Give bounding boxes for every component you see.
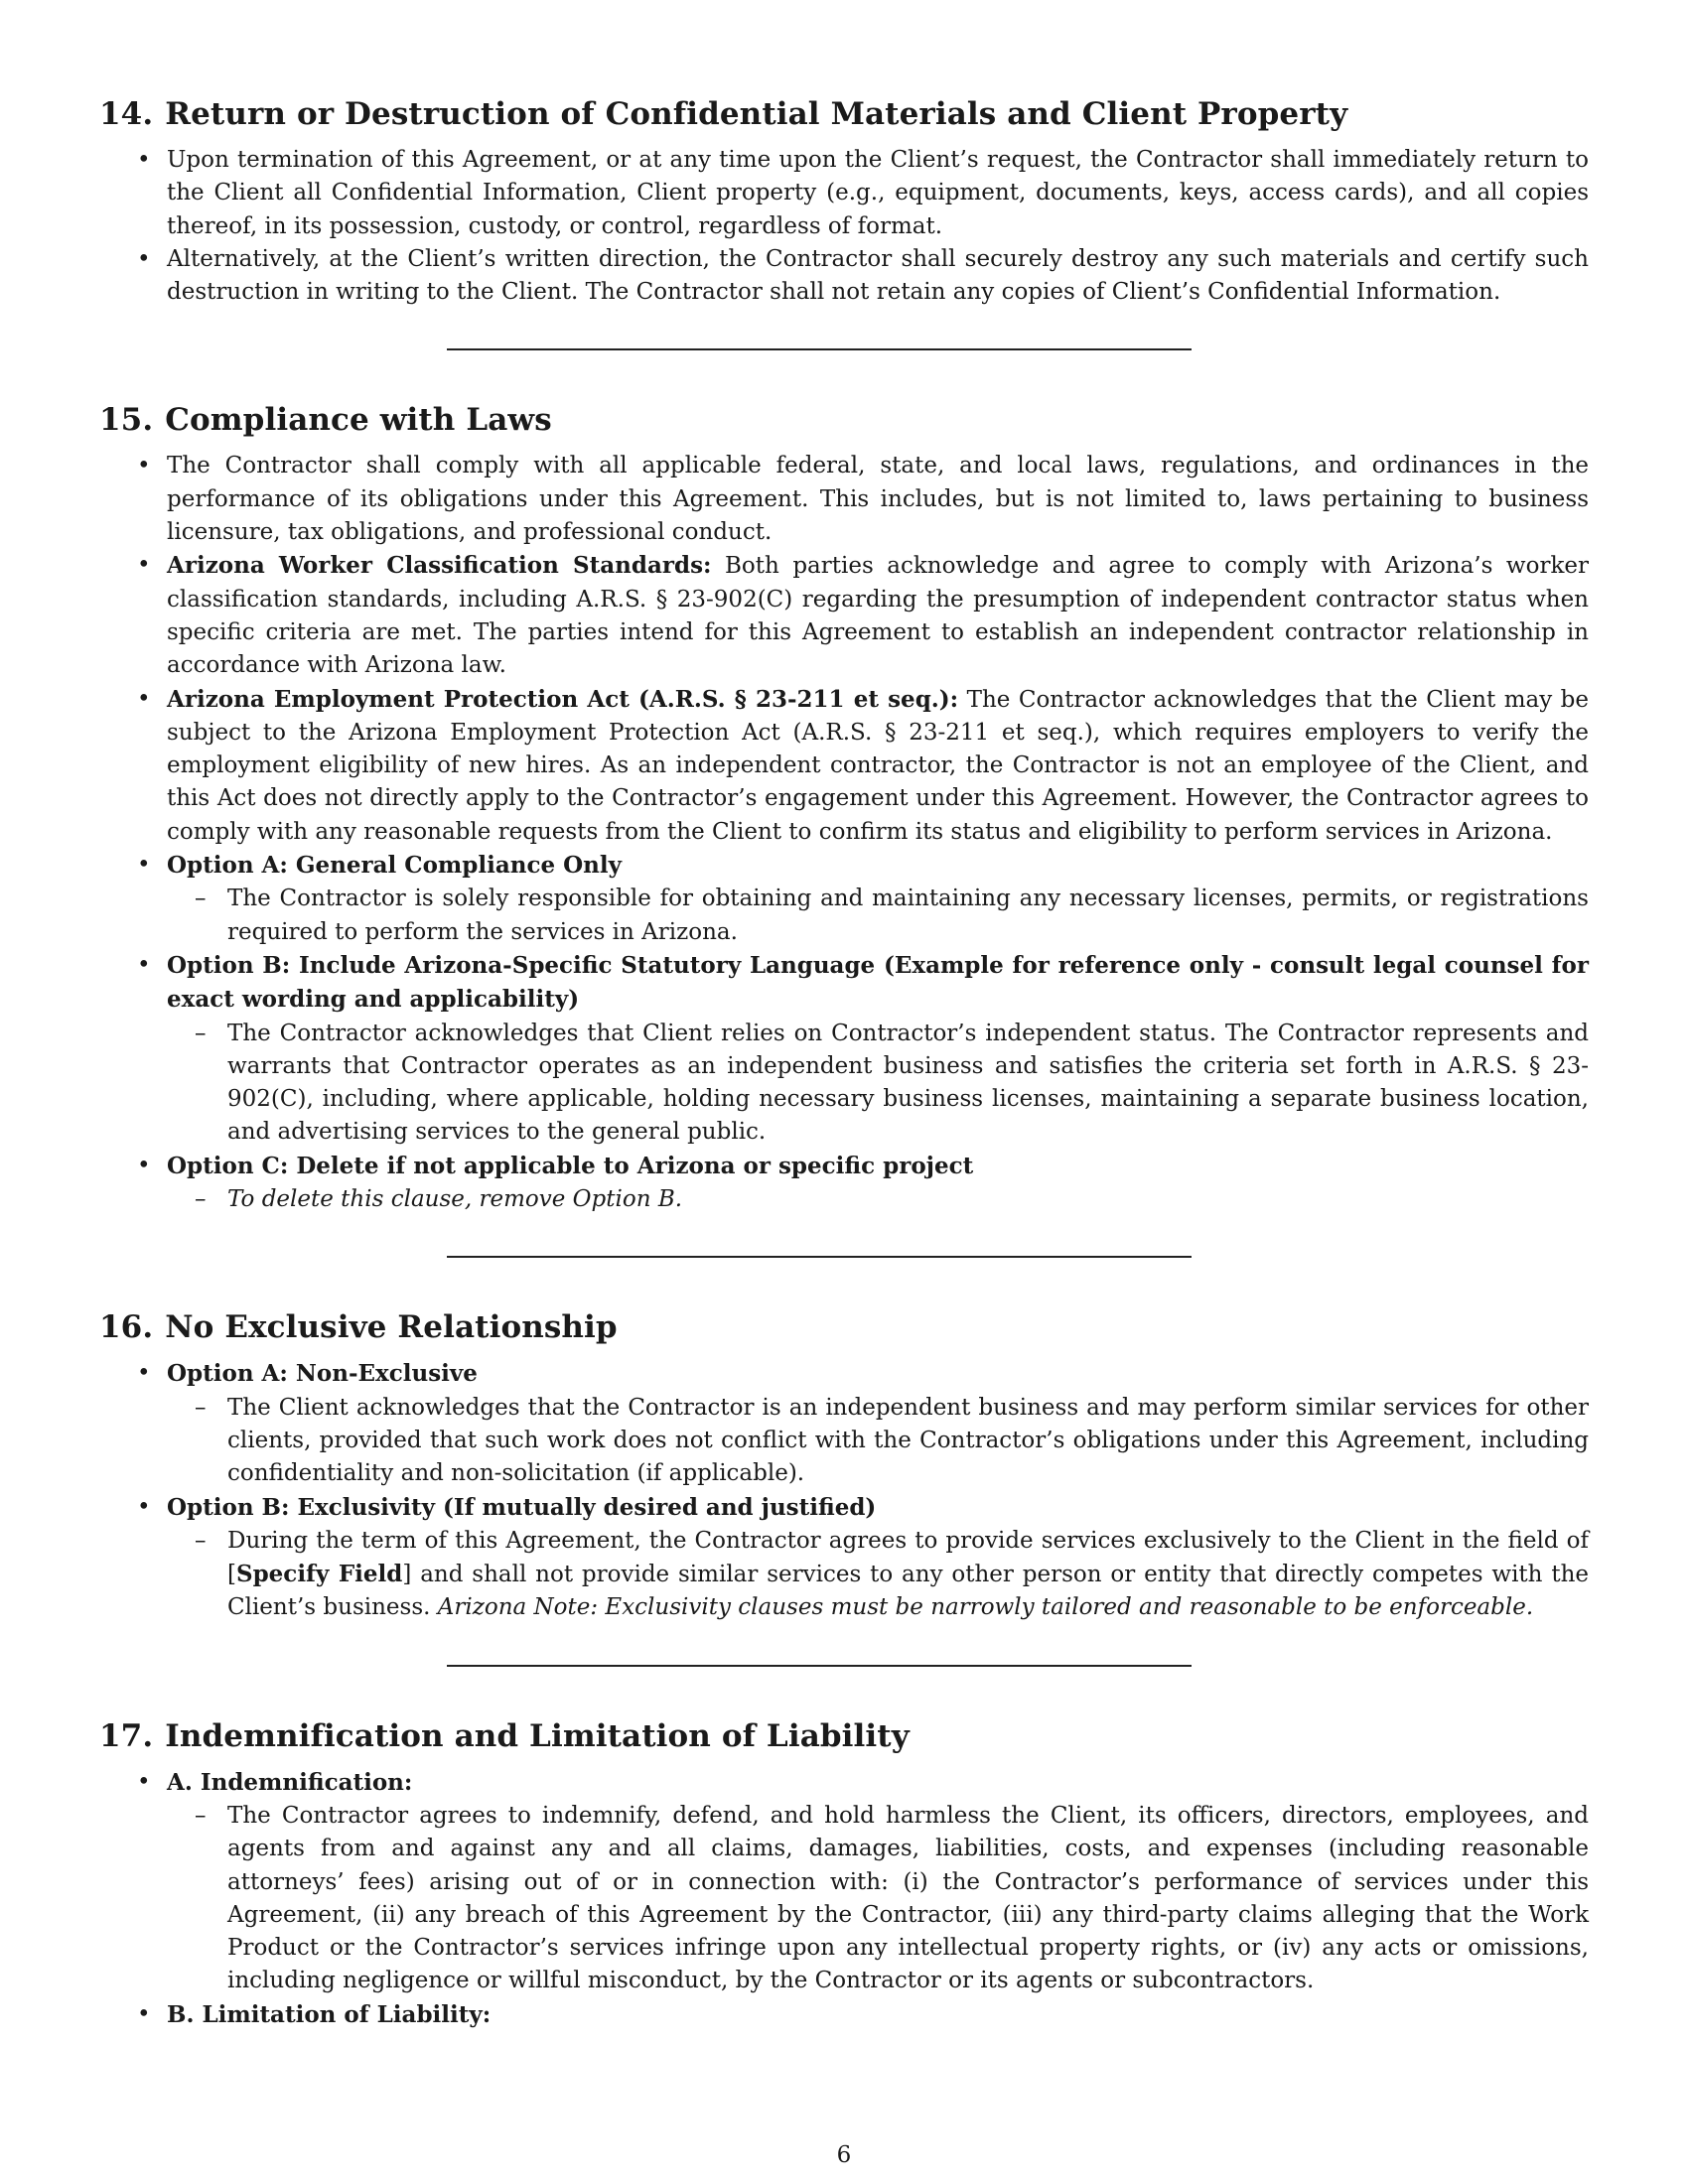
sub-list [167, 1183, 1589, 1216]
section-title: Compliance with Laws [165, 402, 552, 439]
option-label: Option B: Include Arizona-Specific Statutory Language (Example for reference only - consult legal counsel for exact wording and applicability) [167, 951, 1589, 1014]
sub-item: – The Contractor agrees to indemnify, defend, and hold harmless the Client, its officers, directors, employees, and agents from and against any and all claims, damages, liabilities, costs, and expenses (including reasonable attorneys’ fees) arising out of or in connection with: (i) the Contractor’s performance of services under this Agreement, (ii) any breach of this Agreement by the Contractor, (iii) any third-party claims alleging that the Work Product or the Contractor’s services infringe upon any intellectual property rights, or (iv) any acts or omissions, including negligence or willful misconduct, by the Contractor or its agents or subcontractors. [167, 1800, 1589, 1998]
section-17 [99, 1716, 1589, 2032]
list-item: • The Contractor shall comply with all applicable federal, state, and local laws, regulations, and ordinances in the performance of its obligations under this Agreement. This includes, but is not limited to, laws pertaining to business licensure, tax obligations, and professional conduct. [99, 450, 1589, 549]
list-item [99, 1357, 1589, 1490]
item-text: The Contractor acknowledges that the Client may be subject to the Arizona Employment Protection Act (A.R.S. § 23-211 et seq.), which requires employers to verify the employment eligibility of new hires. As an independent contractor, the Contractor is not an employee of the Client, and this Act does not directly apply to the Contractor’s engagement under this Agreement. However, the Contractor agrees to comply with any reasonable requests from the Client to confirm its status and eligibility to perform services in Arizona. [167, 686, 1590, 845]
page-number: 6 [836, 2142, 852, 2168]
section-title: Indemnification and Limitation of Liability [165, 1717, 910, 1754]
item-label: Arizona Employment Protection Act (A.R.S. § 23-211 et seq.): [167, 685, 959, 713]
bullet-list [99, 1357, 1589, 1624]
item-label: Arizona Worker Classification Standards: [167, 552, 712, 580]
option-label: Option B: Exclusivity (If mutually desired and justified) [167, 1493, 877, 1521]
section-title: No Exclusive Relationship [165, 1309, 618, 1346]
section-number: 15. [99, 402, 154, 439]
option-label: B. Limitation of Liability: [167, 2000, 492, 2028]
option-label: Option A: Non-Exclusive [167, 1360, 478, 1388]
option-label: A. Indemnification: [167, 1768, 413, 1796]
section-14 [99, 94, 1589, 309]
section-15 [99, 400, 1589, 1216]
section-14-heading [99, 94, 1589, 134]
list-item [99, 1491, 1589, 1625]
sub-item: – The Client acknowledges that the Contractor is an independent business and may perform similar services for other clients, provided that such work does not conflict with the Contractor’s obligations under this Agreement, including confidentiality and non-solicitation (if applicable). [167, 1392, 1589, 1491]
sub-item: – The Contractor is solely responsible for obtaining and maintaining any necessary licenses, permits, or registrations required to perform the services in Arizona. [167, 883, 1589, 949]
sub-item-text: During the term of this Agreement, the Contractor agrees to provide services exclusively to the Client in the field of [ [227, 1527, 1589, 1588]
option-label: Option C: Delete if not applicable to Arizona or specific project [167, 1152, 974, 1179]
section-number: 14. [99, 96, 154, 132]
item-text: Both parties acknowledge and agree to comply with Arizona’s worker classification standards, including A.R.S. § 23-902(C) regarding the presumption of independent contractor status when specific criteria are met. The parties intend for this Agreement to establish an independent contractor relationship in accordance with Arizona law. [167, 553, 1589, 679]
sub-list [167, 1018, 1589, 1150]
sub-list [167, 1800, 1589, 1998]
option-label: Option A: General Compliance Only [167, 852, 622, 880]
list-item [99, 1766, 1589, 1998]
section-divider [447, 1665, 1192, 1667]
section-17-heading [99, 1716, 1589, 1756]
arizona-note: Arizona Note: Exclusivity clauses must be narrowly tailored and reasonable to be enforceable. [437, 1594, 1534, 1621]
sub-list [167, 883, 1589, 949]
section-16-heading [99, 1307, 1589, 1347]
list-item [99, 1150, 1589, 1217]
field-placeholder: Specify Field [235, 1561, 403, 1588]
list-item: • Alternatively, at the Client’s written direction, the Contractor shall securely destroy any such materials and certify such destruction in writing to the Client. The Contractor shall not retain any copies of Client’s Confidential Information. [99, 243, 1589, 310]
bullet-list [99, 144, 1589, 309]
bullet-list [99, 450, 1589, 1216]
sub-item [167, 1525, 1589, 1625]
list-item [99, 683, 1589, 849]
list-item: • Upon termination of this Agreement, or at any time upon the Client’s request, the Contractor shall immediately return to the Client all Confidential Information, Client property (e.g., equipment, documents, keys, access cards), and all copies thereof, in its possession, custody, or control, regardless of format. [99, 144, 1589, 243]
section-16 [99, 1307, 1589, 1624]
section-number: 16. [99, 1309, 154, 1346]
list-item [99, 1998, 1589, 2032]
sub-list [167, 1392, 1589, 1491]
list-item [99, 949, 1589, 1150]
sub-list [167, 1525, 1589, 1625]
sub-item: – To delete this clause, remove Option B. [167, 1183, 1589, 1216]
document-page [99, 94, 1589, 2032]
section-number: 17. [99, 1717, 154, 1754]
section-divider [447, 1256, 1192, 1258]
list-item [99, 849, 1589, 949]
bullet-list [99, 1766, 1589, 2032]
list-item [99, 549, 1589, 682]
section-divider [447, 348, 1192, 350]
section-15-heading [99, 400, 1589, 440]
sub-item: – The Contractor acknowledges that Client relies on Contractor’s independent status. The Contractor represents and warrants that Contractor operates as an independent business and satisfies the criteria set forth in A.R.S. § 23-902(C), including, where applicable, holding necessary business licenses, maintaining a separate business location, and advertising services to the general public. [167, 1018, 1589, 1150]
section-title: Return or Destruction of Confidential Materials and Client Property [165, 96, 1348, 132]
sub-item-text: ] and shall not provide similar services to any other person or entity that directly competes with the Client’s business. [227, 1562, 1589, 1621]
